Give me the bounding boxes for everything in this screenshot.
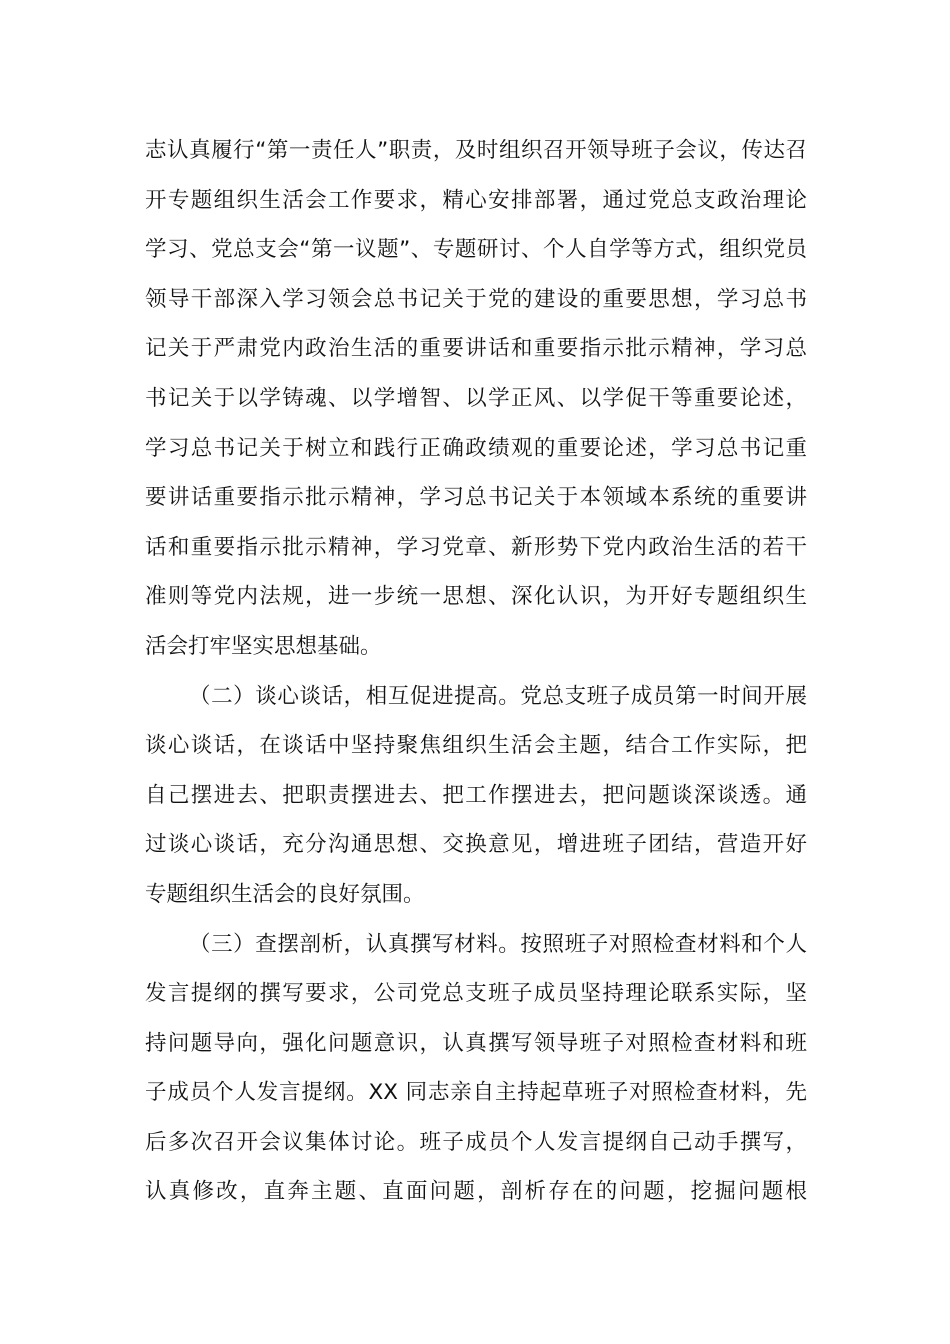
text-line: 书记关于以学铸魂、以学增智、以学正风、以学促干等重要论述， [145,385,807,411]
text-line: 开专题组织生活会工作要求，精心安排部署，通过党总支政治理论 [145,187,807,213]
text-line: 谈心谈话，在谈话中坚持聚焦组织生活会主题，结合工作实际，把 [145,733,807,759]
text-line: 认真修改，直奔主题、直面问题，剖析存在的问题，挖掘问题根 [145,1179,807,1205]
text-line: 志认真履行“第一责任人”职责，及时组织召开领导班子会议，传达召 [145,138,807,163]
text-line: 持问题导向，强化问题意识，认真撰写领导班子对照检查材料和班 [145,1030,807,1056]
text-line: 活会打牢坚实思想基础。 [145,633,382,659]
text-line: 过谈心谈话，充分沟通思想、交换意见，增进班子团结，营造开好 [145,832,807,858]
text-line: 学习、党总支会“第一议题”、专题研讨、个人自学等方式，组织党员 [145,237,807,263]
text-line: 学习总书记关于树立和践行正确政绩观的重要论述，学习总书记重 [145,435,807,461]
text-line: 子成员个人发言提纲。XX 同志亲自主持起草班子对照检查材料，先 [145,1080,807,1106]
document-body [145,126,807,1217]
paragraph-heading-line: （三）查摆剖析，认真撰写材料。按照班子对照检查材料和个人 [189,931,807,957]
text-line: 自己摆进去、把职责摆进去、把工作摆进去，把问题谈深谈透。通 [145,782,807,808]
text-line: 话和重要指示批示精神，学习党章、新形势下党内政治生活的若干 [145,534,807,560]
text-line: 专题组织生活会的良好氛围。 [145,881,425,907]
text-line: 准则等党内法规，进一步统一思想、深化认识，为开好专题组织生 [145,584,807,610]
text-line: 后多次召开会议集体讨论。班子成员个人发言提纲自己动手撰写， [145,1129,807,1155]
text-line: 领导干部深入学习领会总书记关于党的建设的重要思想，学习总书 [145,286,807,312]
text-line: 发言提纲的撰写要求，公司党总支班子成员坚持理论联系实际，坚 [145,981,807,1007]
paragraph-heading-line: （二）谈心谈话，相互促进提高。党总支班子成员第一时间开展 [189,683,807,709]
text-line: 要讲话重要指示批示精神，学习总书记关于本领域本系统的重要讲 [145,485,807,511]
text-line: 记关于严肃党内政治生活的重要讲话和重要指示批示精神，学习总 [145,336,807,362]
